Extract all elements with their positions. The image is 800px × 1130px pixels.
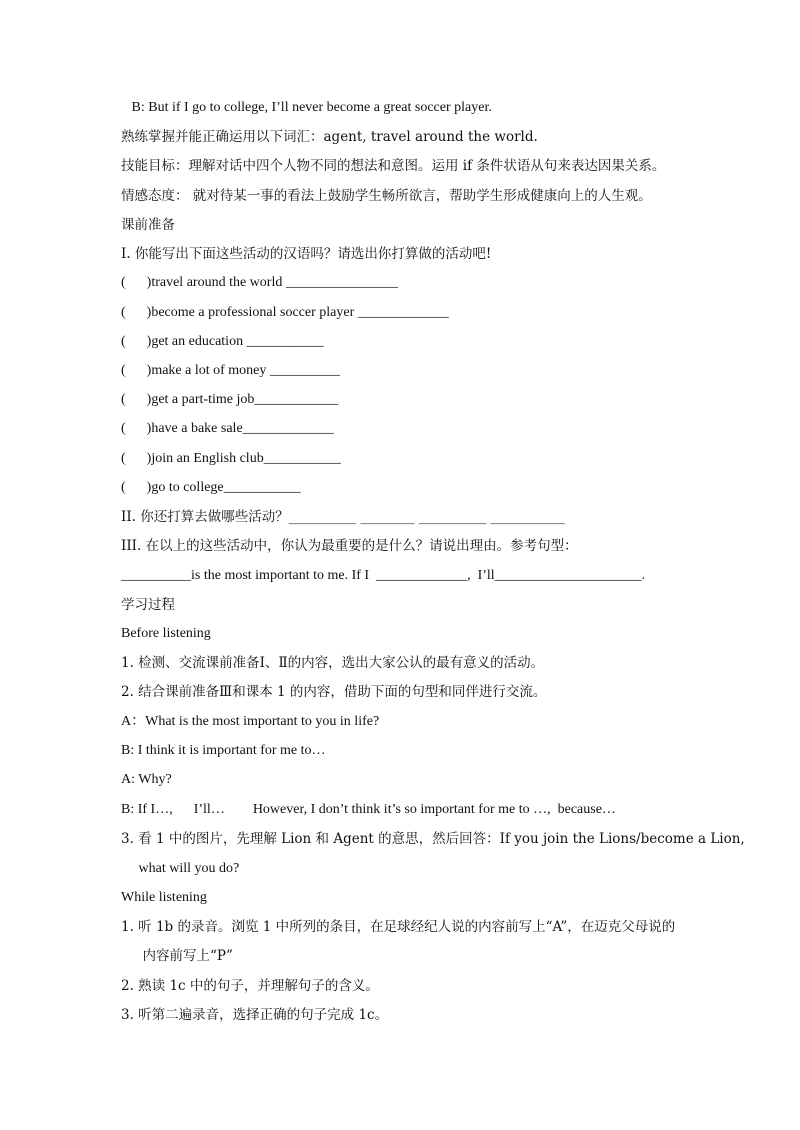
activity-item: ( )travel around the world ________________ xyxy=(121,275,398,290)
text-line: B: But if I go to college, I’ll never become a great soccer player. xyxy=(121,100,492,115)
activity-item: ( )make a lot of money __________ xyxy=(121,363,340,378)
text-line: 内容前写上“P” xyxy=(121,948,233,964)
activity-item: ( )become a professional soccer player _____________ xyxy=(121,305,449,320)
subsection-heading: Before listening xyxy=(121,626,211,641)
text-line: 3. 听第二遍录音，选择正确的句子完成 1c。 xyxy=(121,1007,389,1023)
text-line: 情感态度： 就对待某一事的看法上鼓励学生畅所欲言，帮助学生形成健康向上的人生观。 xyxy=(121,188,652,204)
section-heading: 学习过程 xyxy=(121,597,175,613)
dialogue-line: A：What is the most important to you in life? xyxy=(121,714,380,729)
text-line: 2. 熟读 1c 中的句子，并理解句子的含义。 xyxy=(121,978,379,994)
text-line: what will you do? xyxy=(121,861,240,876)
section-heading: 课前准备 xyxy=(121,217,175,233)
subsection-heading: While listening xyxy=(121,890,207,905)
dialogue-line: B: If I…, I’ll… However, I don’t think it’s so important for me to …, because… xyxy=(121,802,616,817)
text-line: III. 在以上的这些活动中，你认为最重要的是什么？请说出理由。参考句型： xyxy=(121,538,578,554)
activity-item: ( )join an English club___________ xyxy=(121,451,341,466)
text-line: __________is the most important to me. If I _____________, I’ll_____________________. xyxy=(121,568,646,583)
dialogue-line: A: Why? xyxy=(121,772,172,787)
dialogue-line: B: I think it is important for me to… xyxy=(121,743,326,758)
text-line: 3. 看 1 中的图片，先理解 Lion 和 Agent 的意思，然后回答：If you join the Lions/become a Lion, xyxy=(121,831,745,847)
text-line: I. 你能写出下面这些活动的汉语吗？请选出你打算做的活动吧! xyxy=(121,246,492,262)
activity-item: ( )have a bake sale_____________ xyxy=(121,421,334,436)
text-line: 熟练掌握并能正确运用以下词汇：agent, travel around the world. xyxy=(121,129,538,145)
text-line: II. 你还打算去做哪些活动？__________ ________ __________ ___________ xyxy=(121,509,565,525)
text-line: 1. 听 1b 的录音。浏览 1 中所列的条目，在足球经纪人说的内容前写上“A”，在迈克父母说的 xyxy=(121,919,676,935)
activity-item: ( )get a part-time job____________ xyxy=(121,392,339,407)
text-line: 2. 结合课前准备Ⅲ和课本 1 的内容，借助下面的句型和同伴进行交流。 xyxy=(121,684,547,700)
activity-item: ( )go to college___________ xyxy=(121,480,301,495)
text-line: 1. 检测、交流课前准备Ⅰ、Ⅱ的内容，选出大家公认的最有意义的活动。 xyxy=(121,655,545,671)
text-line: 技能目标：理解对话中四个人物不同的想法和意图。运用 if 条件状语从句来表达因果关系。 xyxy=(121,158,666,174)
activity-item: ( )get an education ___________ xyxy=(121,334,324,349)
